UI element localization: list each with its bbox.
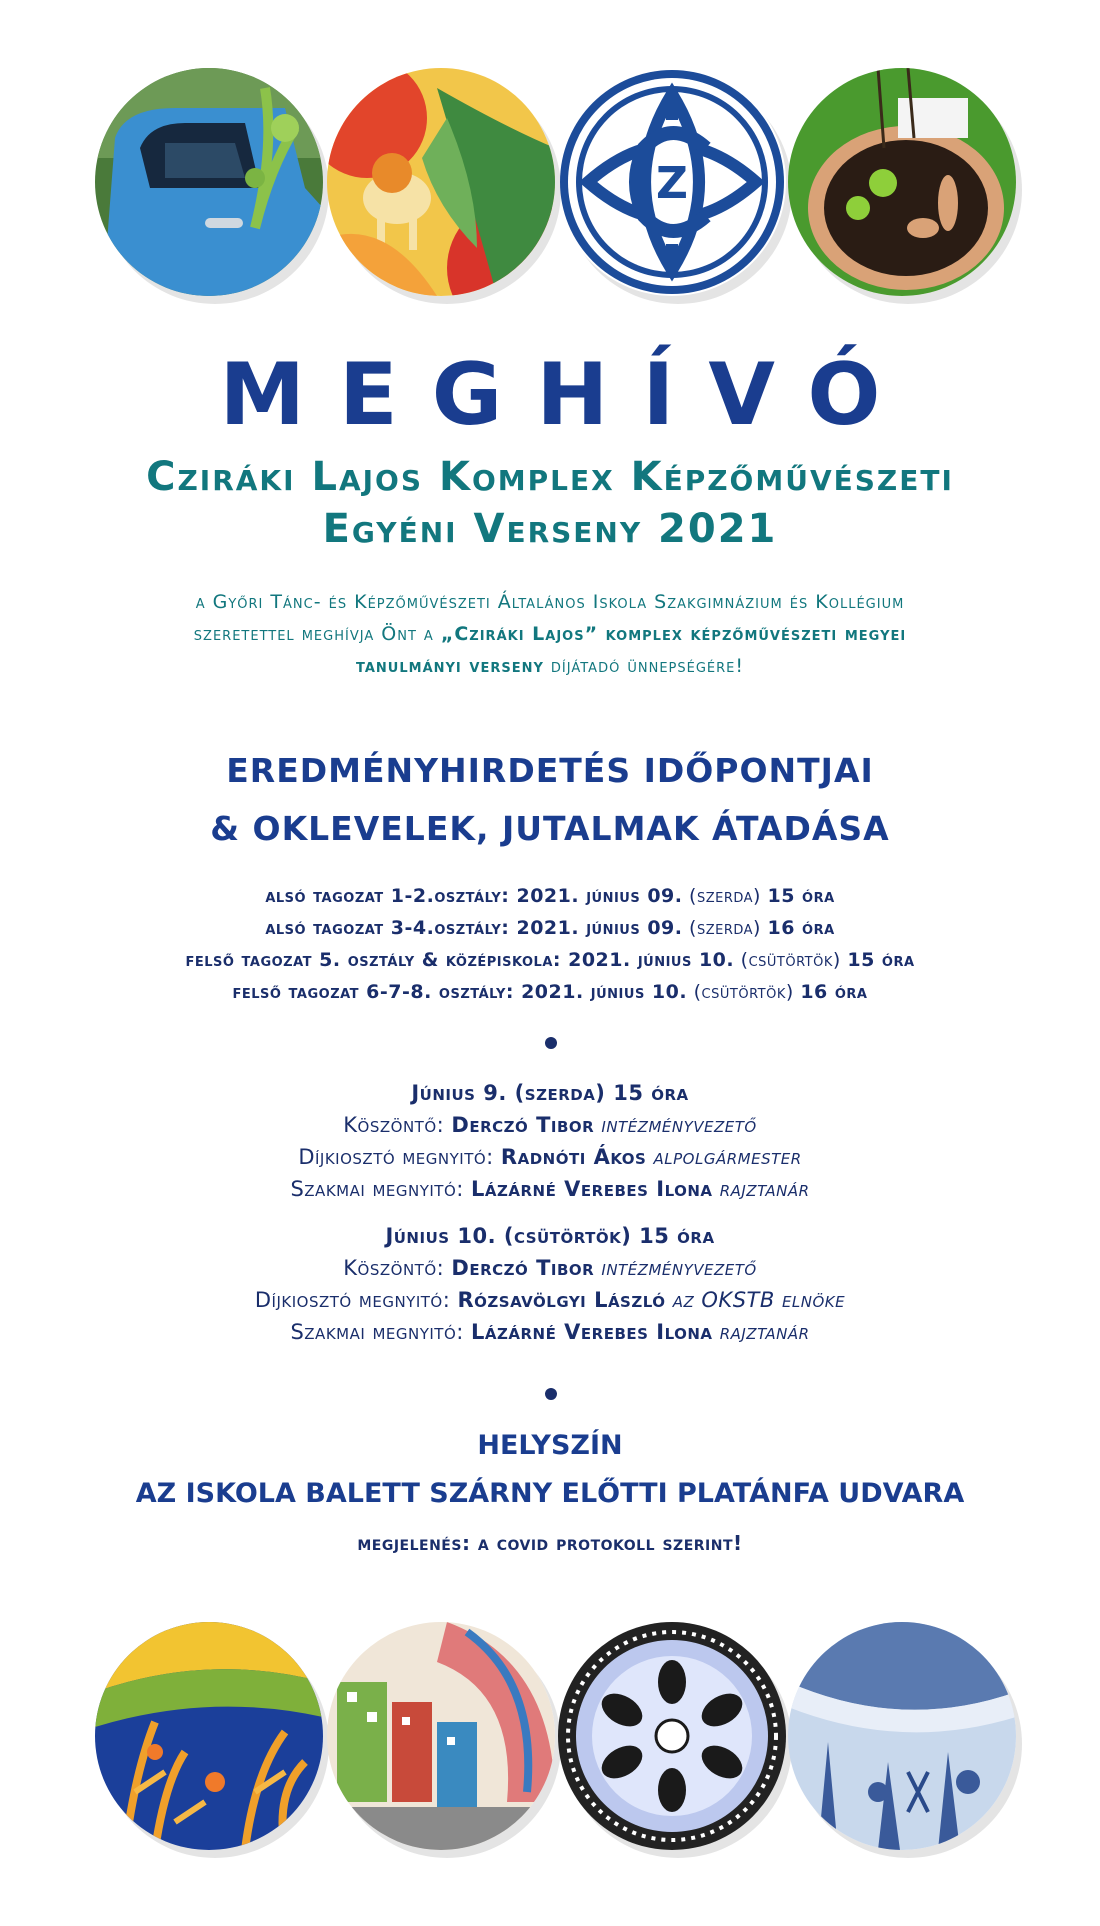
program-item: Köszöntő: Derczó Tibor intézményvezető bbox=[343, 1256, 757, 1280]
program-june-9 bbox=[40, 1077, 1060, 1205]
intro-line1: a Győri Tánc- és Képzőművészeti Általános Iskola Szakgimnázium és Kollégium bbox=[195, 591, 905, 613]
program-item: Díjkiosztó megnyitó: Radnóti Ákos alpolgármester bbox=[298, 1145, 802, 1169]
top-image-row bbox=[0, 68, 1100, 308]
intro-line3 bbox=[40, 650, 1060, 682]
schedule-row: felső tagozat 6-7-8. osztály: 2021. június 10. (csütörtök) 16 óra bbox=[232, 981, 868, 1003]
artwork-city-tunnel-image bbox=[327, 1622, 555, 1850]
artwork-lion-popup-image bbox=[327, 68, 555, 296]
bottom-image-row bbox=[0, 1622, 1100, 1862]
schedule-list bbox=[20, 880, 1080, 1008]
artwork-blue-forest-image bbox=[788, 1622, 1016, 1850]
intro-line2 bbox=[40, 618, 1060, 650]
results-heading bbox=[0, 742, 1100, 858]
competition-name bbox=[0, 451, 1100, 555]
competition-name-line2: Egyéni Verseny 2021 bbox=[322, 506, 778, 552]
program-item: Köszöntő: Derczó Tibor intézményvezető bbox=[343, 1113, 757, 1137]
schedule-row: alsó tagozat 3-4.osztály: 2021. június 09. (szerda) 16 óra bbox=[265, 917, 835, 939]
intro-text bbox=[40, 586, 1060, 682]
schedule-row: alsó tagozat 1-2.osztály: 2021. június 09. (szerda) 15 óra bbox=[265, 885, 835, 907]
invitation-title: MEGHÍVÓ bbox=[219, 345, 915, 445]
separator-dot bbox=[545, 1388, 557, 1400]
svg-text:Z: Z bbox=[656, 158, 688, 209]
intro-line3-text: díjátadó ünnepségére! bbox=[543, 655, 744, 677]
results-heading-line2: & OKLEVELEK, JUTALMAK ÁTADÁSA bbox=[210, 809, 890, 848]
results-heading-line1: EREDMÉNYHIRDETÉS IDŐPONTJAI bbox=[226, 751, 874, 790]
program-item: Díjkiosztó megnyitó: Rózsavölgyi László az OKSTB elnöke bbox=[254, 1288, 846, 1312]
location-heading: HELYSZÍN bbox=[477, 1430, 623, 1461]
intro-competition-bold: „Cziráki Lajos” komplex képzőművészeti megyei bbox=[440, 623, 907, 645]
competition-name-line1: Cziráki Lajos Komplex Képzőművészeti bbox=[146, 454, 954, 500]
artwork-mandala-image bbox=[558, 1622, 786, 1850]
program-june-10 bbox=[40, 1220, 1060, 1348]
school-logo bbox=[558, 68, 786, 296]
program-day: Június 10. (csütörtök) 15 óra bbox=[385, 1224, 715, 1248]
program-day: Június 9. (szerda) 15 óra bbox=[411, 1081, 689, 1105]
intro-verseny-bold: tanulmányi verseny bbox=[356, 655, 544, 677]
schedule-row: felső tagozat 5. osztály & középiskola: 2021. június 10. (csütörtök) 15 óra bbox=[185, 949, 915, 971]
program-item: Szakmai megnyitó: Lázárné Verebes Ilona rajztanár bbox=[290, 1177, 810, 1201]
intro-line2-text: szeretettel meghívja Önt a bbox=[193, 623, 441, 645]
artwork-felt-bag-image bbox=[788, 68, 1016, 296]
covid-notice: megjelenés: a covid protokoll szerint! bbox=[357, 1531, 743, 1555]
program-item: Szakmai megnyitó: Lázárné Verebes Ilona rajztanár bbox=[290, 1320, 810, 1344]
artwork-sun-plants-image bbox=[95, 1622, 323, 1850]
location-place: AZ ISKOLA BALETT SZÁRNY ELŐTTI PLATÁNFA UDVARA bbox=[135, 1478, 965, 1509]
separator-dot bbox=[545, 1037, 557, 1049]
artwork-blue-car-image bbox=[95, 68, 323, 296]
